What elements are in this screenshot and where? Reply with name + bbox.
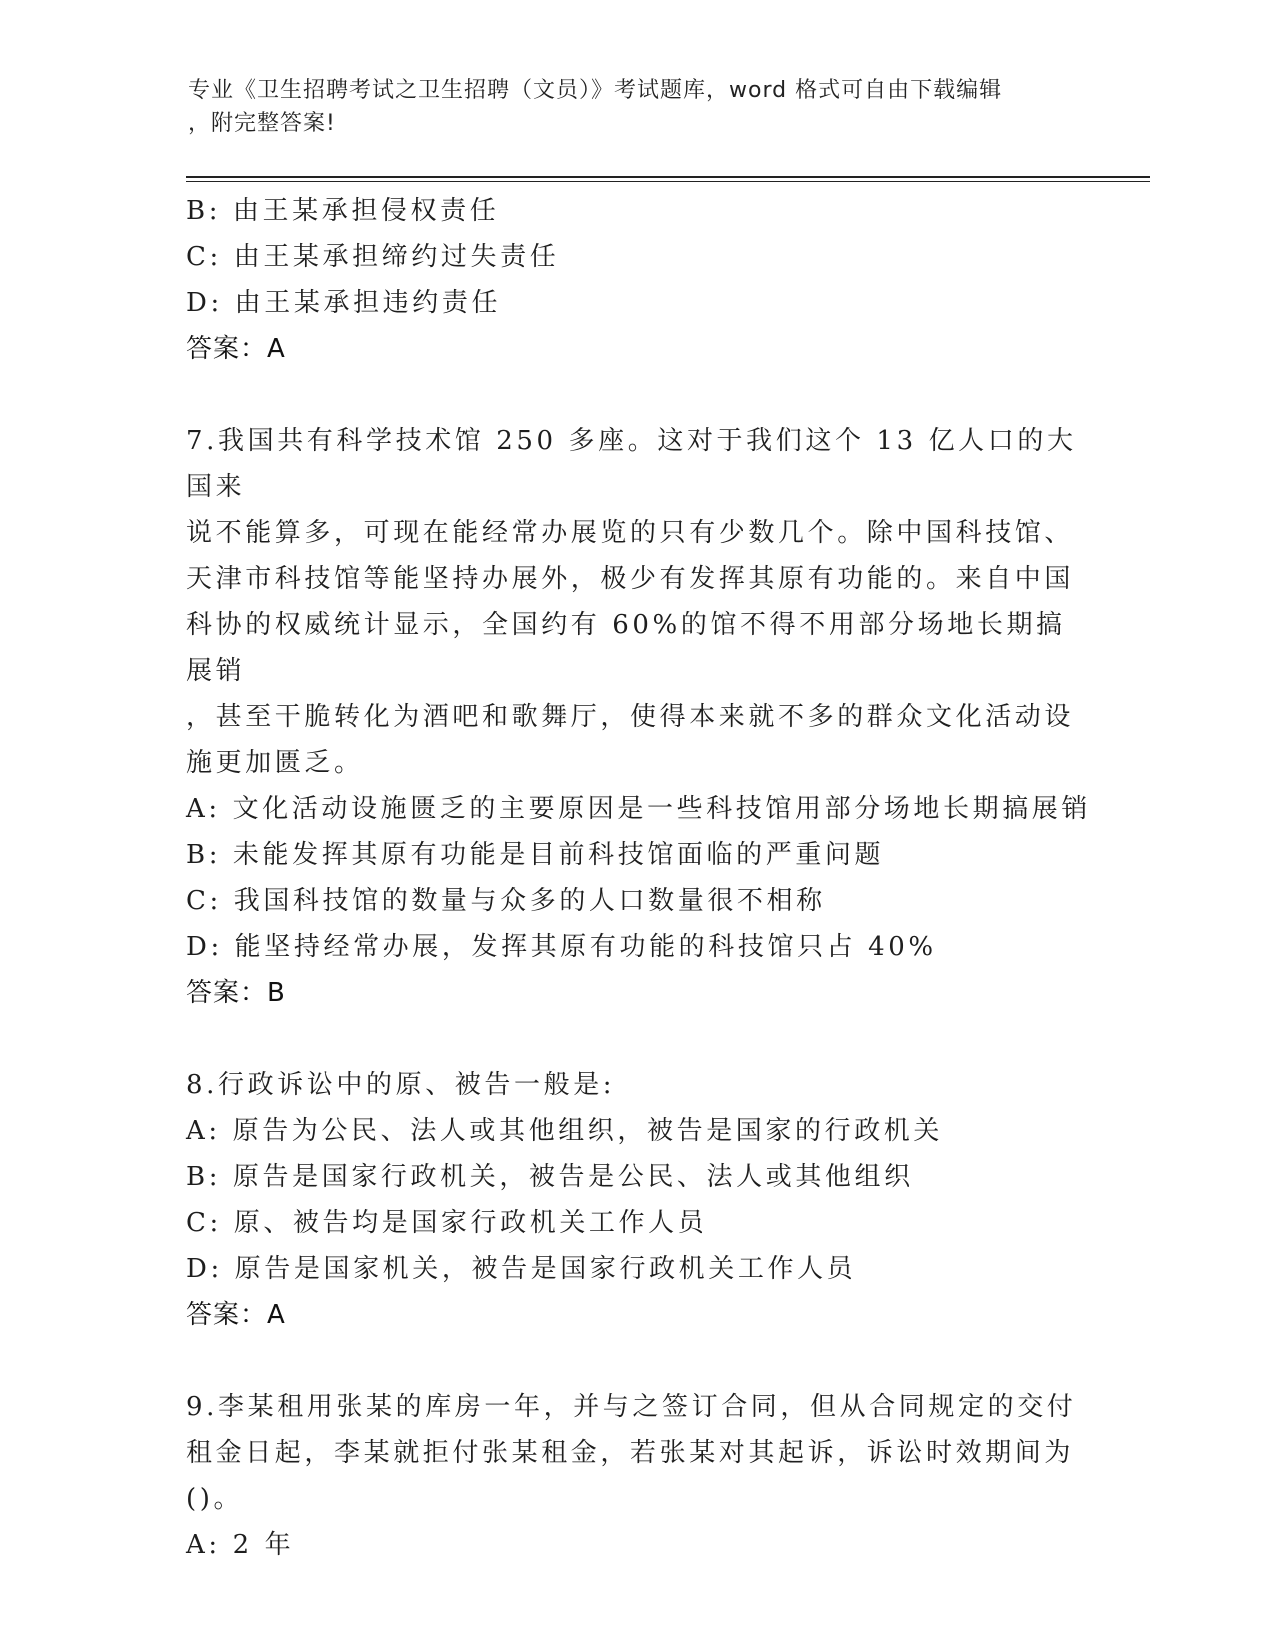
answer-label: 答案：A [186,1300,286,1330]
option-c: C: 我国科技馆的数量与众多的人口数量很不相称 [186,886,826,916]
question-prev [186,188,1086,372]
option-a: A: 2 年 [186,1530,295,1560]
question-stem-line: 科协的权威统计显示，全国约有 60%的馆不得不用部分场地长期搞展销 [186,610,1066,686]
answer-label: 答案：A [186,334,286,364]
document-header [188,74,1068,140]
option-d: D: 由王某承担违约责任 [186,288,502,318]
option-d: D: 原告是国家机关，被告是国家行政机关工作人员 [186,1254,857,1284]
document-body [186,188,1092,1568]
header-divider-thick [186,176,1150,178]
question-stem-line: 天津市科技馆等能坚持办展外，极少有发挥其原有功能的。来自中国 [186,564,1075,594]
spacer [186,1338,1086,1384]
option-b: B: 由王某承担侵权责任 [186,196,500,226]
spacer [186,372,1086,418]
option-c: C: 由王某承担缔约过失责任 [186,242,560,272]
option-a: A: 文化活动设施匮乏的主要原因是一些科技馆用部分场地长期搞展销 [186,794,1092,824]
question-7 [186,418,1092,1016]
header-divider-thin [186,181,1150,182]
question-stem-line: 7.我国共有科学技术馆 250 多座。这对于我们这个 13 亿人口的大国来 [186,426,1077,502]
option-b: B: 原告是国家行政机关，被告是公民、法人或其他组织 [186,1162,914,1192]
question-stem-line: ()。 [186,1484,244,1514]
question-stem-line: 说不能算多，可现在能经常办展览的只有少数几个。除中国科技馆、 [186,518,1075,548]
question-8 [186,1062,1086,1338]
question-stem-line: 9.李某租用张某的库房一年，并与之签订合同，但从合同规定的交付 [186,1392,1077,1422]
spacer [186,1016,1086,1062]
question-stem-line: 施更加匮乏。 [186,748,364,778]
question-stem-line: ，甚至干脆转化为酒吧和歌舞厅，使得本来就不多的群众文化活动设 [186,702,1075,732]
question-9 [186,1384,1086,1568]
question-stem-line: 租金日起，李某就拒付张某租金，若张某对其起诉，诉讼时效期间为 [186,1438,1075,1468]
option-c: C: 原、被告均是国家行政机关工作人员 [186,1208,708,1238]
question-stem-line: 8.行政诉讼中的原、被告一般是: [186,1070,616,1100]
answer-label: 答案：B [186,978,286,1008]
header-line-1: 专业《卫生招聘考试之卫生招聘（文员）》考试题库，word 格式可自由下载编辑 [188,78,1003,103]
option-d: D: 能坚持经常办展，发挥其原有功能的科技馆只占 40% [186,932,937,962]
option-a: A: 原告为公民、法人或其他组织，被告是国家的行政机关 [186,1116,944,1146]
option-b: B: 未能发挥其原有功能是目前科技馆面临的严重问题 [186,840,885,870]
header-line-2: ，附完整答案! [188,111,336,136]
